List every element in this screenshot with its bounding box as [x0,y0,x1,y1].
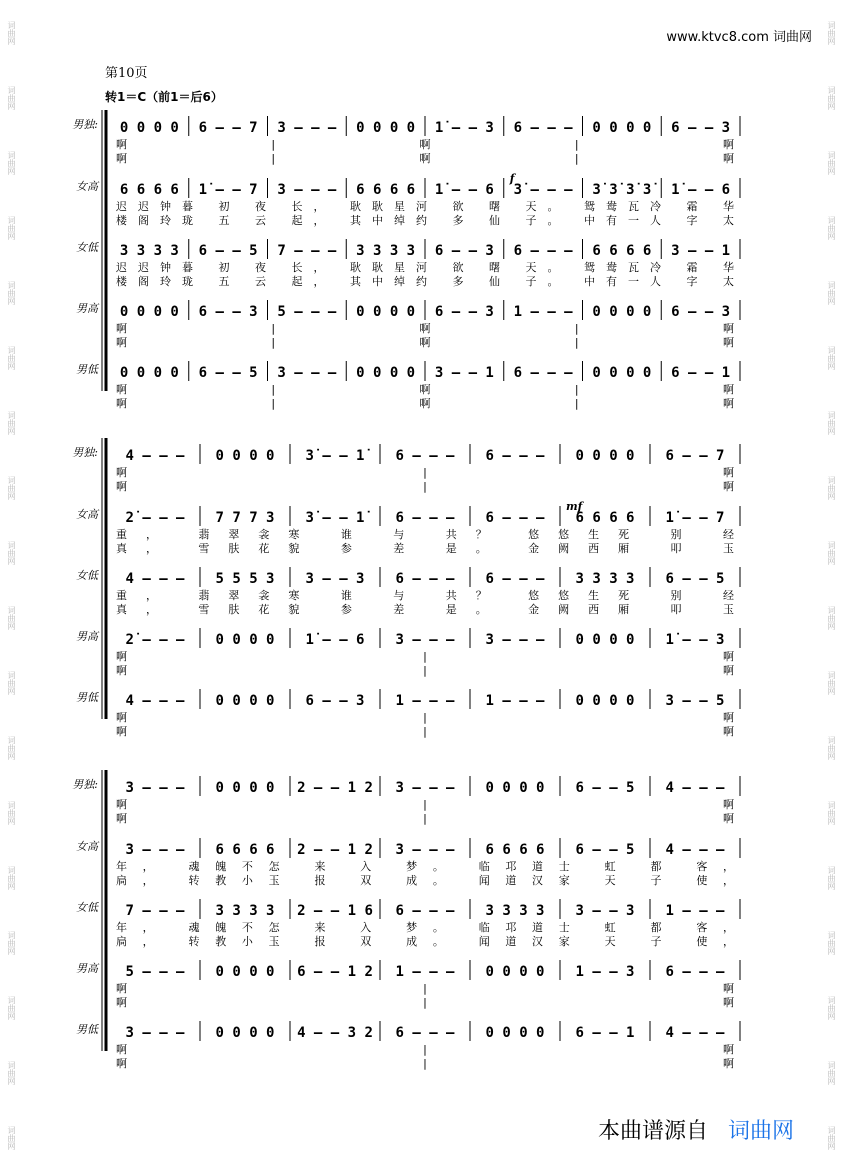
lyric-line: 啊|啊 [116,1057,734,1070]
note-bar: 4 – – – [665,1025,725,1041]
note-bar: 1 – – – [513,304,573,320]
note-bar: 6 – – – [395,448,455,464]
lyric-line: 啊|啊 [116,996,734,1009]
note-bar: 0 0 0 0 [485,1025,545,1041]
note-bar: 6 – – 5 [575,780,635,796]
note-bar: 0 0 0 0 [215,964,275,980]
note-bar: 0 0 0 0 [215,780,275,796]
voice-name: 男高 [76,630,98,643]
lyric-line: 楼阁玲珑 五 云 起， 其中绰约 多 仙 子。 中有一人 字 太 [116,214,734,227]
note-bar: 0 0 0 0 [215,448,275,464]
watermark-text: 词曲网 [7,931,16,956]
watermark-text: 词曲网 [7,605,16,630]
note-bar: 0 0 0 0 [215,693,275,709]
note-bar: 3 – – 1 [434,365,494,381]
note-bar: 3̇ – – 1̇ [305,510,365,526]
note-bar: 3 3 3 3 [215,903,275,919]
lyric-line: 迟迟钟暮 初 夜 长， 耿耿星河 欲 曙 天。 鸳鸯瓦冷 霜 华 [116,200,734,213]
lyric-line: 重， 翡翠衾寒 谁 与 共？ 悠悠生死 别 经 [116,589,734,602]
lyric-line: 啊|啊 [116,812,734,825]
note-bar: 1̇ – – 6 [305,632,365,648]
note-bar: 3 – – – [277,120,337,136]
lyric-line: 啊|啊 [116,664,734,677]
watermark-text: 词曲网 [7,736,16,761]
note-bar: 2̇ – – – [125,632,185,648]
note-bar: 6 – – – [665,964,725,980]
note-bar: 3 – – 3 [575,903,635,919]
lyric-line: 真， 雪肤花貌 参 差 是。 金阙西厢 叩 玉 [116,542,734,555]
note-bar: 1 – – 3 [575,964,635,980]
note-bar: 0 0 0 0 [119,120,179,136]
voice-name: 男低 [76,363,98,376]
note-bar: 1 – – – [395,964,455,980]
watermark-text: 词曲网 [827,20,836,45]
lyric-line: 楼阁玲珑 五 云 起， 其中绰约 多 仙 子。 中有一人 字 太 [116,275,734,288]
note-bar: 6 6 6 6 [592,243,652,259]
note-bar: 0 0 0 0 [356,365,416,381]
watermark-text: 词曲网 [7,996,16,1021]
note-bar: 1̇ – – 3 [665,632,725,648]
note-bar: 6 – – – [395,903,455,919]
note-bar: 6 – – – [485,510,545,526]
note-bar: 0 0 0 0 [575,632,635,648]
watermark-text: 词曲网 [7,670,16,695]
note-bar: 0 0 0 0 [485,964,545,980]
note-bar: 0 0 0 0 [119,365,179,381]
voice-name: 女高 [76,840,98,853]
note-bar: 0 0 0 0 [215,632,275,648]
note-bar: 6 – – 3 [434,243,494,259]
note-bar: 2 – – 1 2 [297,780,373,796]
watermark-text: 词曲网 [827,280,836,305]
note-bar: 3 – – – [277,365,337,381]
key-change: 转1＝C（前1＝后6） [105,90,223,104]
note-bar: 3 3 3 3 [485,903,545,919]
footer-brand[interactable]: 词曲网 [727,1119,794,1144]
watermark-text: 词曲网 [7,540,16,565]
note-bar: 7 – – – [277,243,337,259]
note-bar: 3̇ – – 1̇ [305,448,365,464]
watermark-text: 词曲网 [827,1061,836,1086]
note-bar: 0 0 0 0 [592,120,652,136]
dynamic-mark: f [509,172,515,185]
note-bar: 6 – – 5 [665,571,725,587]
watermark-text: 词曲网 [7,801,16,826]
note-bar: 5 5 5 3 [215,571,275,587]
note-bar: 2̇ – – – [125,510,185,526]
note-bar: 7 7 7 3 [215,510,275,526]
note-bar: 1̇ – – 3 [434,120,494,136]
lyric-line: 重， 翡翠衾寒 谁 与 共？ 悠悠生死 别 经 [116,528,734,541]
note-bar: 3 – – – [395,842,455,858]
note-bar: 4 – – – [665,780,725,796]
footer [598,1114,794,1145]
lyric-line: 啊|啊 [116,480,734,493]
lyric-line: 扃， 转教小玉 报 双 成。 闻道汉家 天 子 使， [116,874,734,887]
voice-name: 女高 [76,508,98,521]
watermark-text: 词曲网 [827,345,836,370]
note-bar: 3 – – – [125,842,185,858]
note-bar: 6 6 6 6 [119,182,179,198]
voice-name: 男独: [72,446,98,459]
watermark-text: 词曲网 [7,475,16,500]
note-bar: 3 – – – [485,632,545,648]
note-bar: 3 – – – [395,632,455,648]
watermark-text: 词曲网 [7,1061,16,1086]
watermark-text: 词曲网 [7,345,16,370]
note-bar: 6 – – – [395,510,455,526]
lyric-line: 啊|啊|啊 [116,322,734,335]
note-bar: 0 0 0 0 [592,304,652,320]
note-bar: 1̇ – – 7 [665,510,725,526]
note-bar: 7 – – – [125,903,185,919]
lyric-line: 迟迟钟暮 初 夜 长， 耿耿星河 欲 曙 天。 鸳鸯瓦冷 霜 华 [116,261,734,274]
note-bar: 5 – – – [125,964,185,980]
note-bar: 6 – – 5 [198,365,258,381]
note-bar: 2 – – 1 2 [297,842,373,858]
voice-name: 男独: [72,778,98,791]
watermark-text: 词曲网 [827,996,836,1021]
note-bar: 2 – – 1 6 [297,903,373,919]
voice-name: 男独: [72,118,98,131]
note-bar: 3 3 3 3 [575,571,635,587]
note-bar: 3 – – – [395,780,455,796]
note-bar: 0 0 0 0 [575,448,635,464]
lyric-line: 啊|啊|啊 [116,383,734,396]
lyric-line: 啊|啊|啊 [116,138,734,151]
note-bar: 3̇ 3̇ 3̇ 3̇ [592,182,652,198]
note-bar: 3 – – – [125,780,185,796]
note-bar: 6 – – – [513,243,573,259]
note-bar: 3 3 3 3 [119,243,179,259]
watermark-text: 词曲网 [7,150,16,175]
lyric-line: 啊|啊 [116,982,734,995]
lyric-line: 啊|啊 [116,1043,734,1056]
note-bar: 1̇ – – 6 [671,182,731,198]
note-bar: 6 – – 3 [434,304,494,320]
note-bar: 3 – – 5 [665,693,725,709]
voice-name: 男低 [76,691,98,704]
note-bar: 6 6 6 6 [356,182,416,198]
note-bar: 4 – – – [125,448,185,464]
watermark-text: 词曲网 [827,215,836,240]
note-bar: 6 – – 3 [198,304,258,320]
dynamic-mark: mf [566,500,583,513]
note-bar: 6 – – – [395,571,455,587]
note-bar: 4 – – – [125,693,185,709]
note-bar: 6 – – – [513,120,573,136]
note-bar: 6 – – 5 [198,243,258,259]
lyric-line: 啊|啊 [116,466,734,479]
note-bar: 3̇ – – – [513,182,573,198]
note-bar: 6 6 6 6 [575,510,635,526]
note-bar: 4 – – – [125,571,185,587]
note-bar: 1 – – – [485,693,545,709]
note-bar: 6 – – – [485,571,545,587]
note-bar: 0 0 0 0 [119,304,179,320]
lyric-line: 年， 魂魄不怎 来 入 梦。 临邛道士 虹 都 客， [116,921,734,934]
note-bar: 1 – – – [665,903,725,919]
voice-name: 女高 [76,180,98,193]
lyric-line: 啊|啊 [116,650,734,663]
voice-name: 女低 [76,569,98,582]
note-bar: 3 – – – [277,182,337,198]
page-label: 第10页 [105,66,148,81]
watermark-text: 词曲网 [7,85,16,110]
lyric-line: 啊|啊 [116,711,734,724]
note-bar: 4 – – – [665,842,725,858]
watermark-text: 词曲网 [827,1126,836,1151]
note-bar: 3 – – 1 [671,243,731,259]
note-bar: 6 6 6 6 [215,842,275,858]
lyric-line: 啊|啊 [116,798,734,811]
watermark-text: 词曲网 [827,801,836,826]
watermark-text: 词曲网 [827,475,836,500]
watermark-text: 词曲网 [7,280,16,305]
note-bar: 6 6 6 6 [485,842,545,858]
note-bar: 0 0 0 0 [575,693,635,709]
lyric-line: 啊|啊|啊 [116,397,734,410]
lyric-line: 啊|啊|啊 [116,152,734,165]
note-bar: 6 – – 5 [575,842,635,858]
lyric-line: 啊|啊|啊 [116,336,734,349]
note-bar: 6 – – 1 2 [297,964,373,980]
lyric-line: 啊|啊 [116,725,734,738]
note-bar: 3 – – 3 [305,571,365,587]
voice-name: 女低 [76,241,98,254]
note-bar: 4 – – 3 2 [297,1025,373,1041]
footer-prefix: 本曲谱源自 [597,1119,708,1144]
note-bar: 6 – – – [485,448,545,464]
note-bar: 0 0 0 0 [356,120,416,136]
note-bar: 3 – – – [125,1025,185,1041]
voice-name: 男高 [76,302,98,315]
note-bar: 0 0 0 0 [215,1025,275,1041]
note-bar: 6 – – – [513,365,573,381]
watermark-text: 词曲网 [827,605,836,630]
watermark-text: 词曲网 [827,150,836,175]
note-bar: 6 – – 3 [671,120,731,136]
watermark-text: 词曲网 [7,215,16,240]
watermark-text: 词曲网 [827,931,836,956]
voice-name: 男低 [76,1023,98,1036]
watermark-text: 词曲网 [7,866,16,891]
watermark-text: 词曲网 [7,20,16,45]
note-bar: 6 – – 3 [671,304,731,320]
watermark-text: 词曲网 [827,866,836,891]
voice-name: 女低 [76,901,98,914]
watermark-text: 词曲网 [827,670,836,695]
watermark-text: 词曲网 [827,410,836,435]
lyric-line: 年， 魂魄不怎 来 入 梦。 临邛道士 虹 都 客， [116,860,734,873]
note-bar: 0 0 0 0 [356,304,416,320]
watermark-text: 词曲网 [7,1126,16,1151]
lyric-line: 真， 雪肤花貌 参 差 是。 金阙西厢 叩 玉 [116,603,734,616]
note-bar: 1̇ – – 7 [198,182,258,198]
note-bar: 6 – – 1 [671,365,731,381]
watermark-text: 词曲网 [827,540,836,565]
note-bar: 0 0 0 0 [485,780,545,796]
note-bar: 5 – – – [277,304,337,320]
note-bar: 6 – – 1 [575,1025,635,1041]
voice-name: 男高 [76,962,98,975]
lyric-line: 扃， 转教小玉 报 双 成。 闻道汉家 天 子 使， [116,935,734,948]
note-bar: 3 3 3 3 [356,243,416,259]
note-bar: 6 – – 3 [305,693,365,709]
note-bar: 6 – – 7 [198,120,258,136]
note-bar: 6 – – – [395,1025,455,1041]
watermark-text: 词曲网 [7,410,16,435]
note-bar: 6 – – 7 [665,448,725,464]
watermark-text: 词曲网 [827,736,836,761]
watermark-text: 词曲网 [827,85,836,110]
site-url[interactable]: www.ktvc8.com 词曲网 [666,30,812,45]
note-bar: 1 – – – [395,693,455,709]
note-bar: 1̇ – – 6 [434,182,494,198]
note-bar: 0 0 0 0 [592,365,652,381]
